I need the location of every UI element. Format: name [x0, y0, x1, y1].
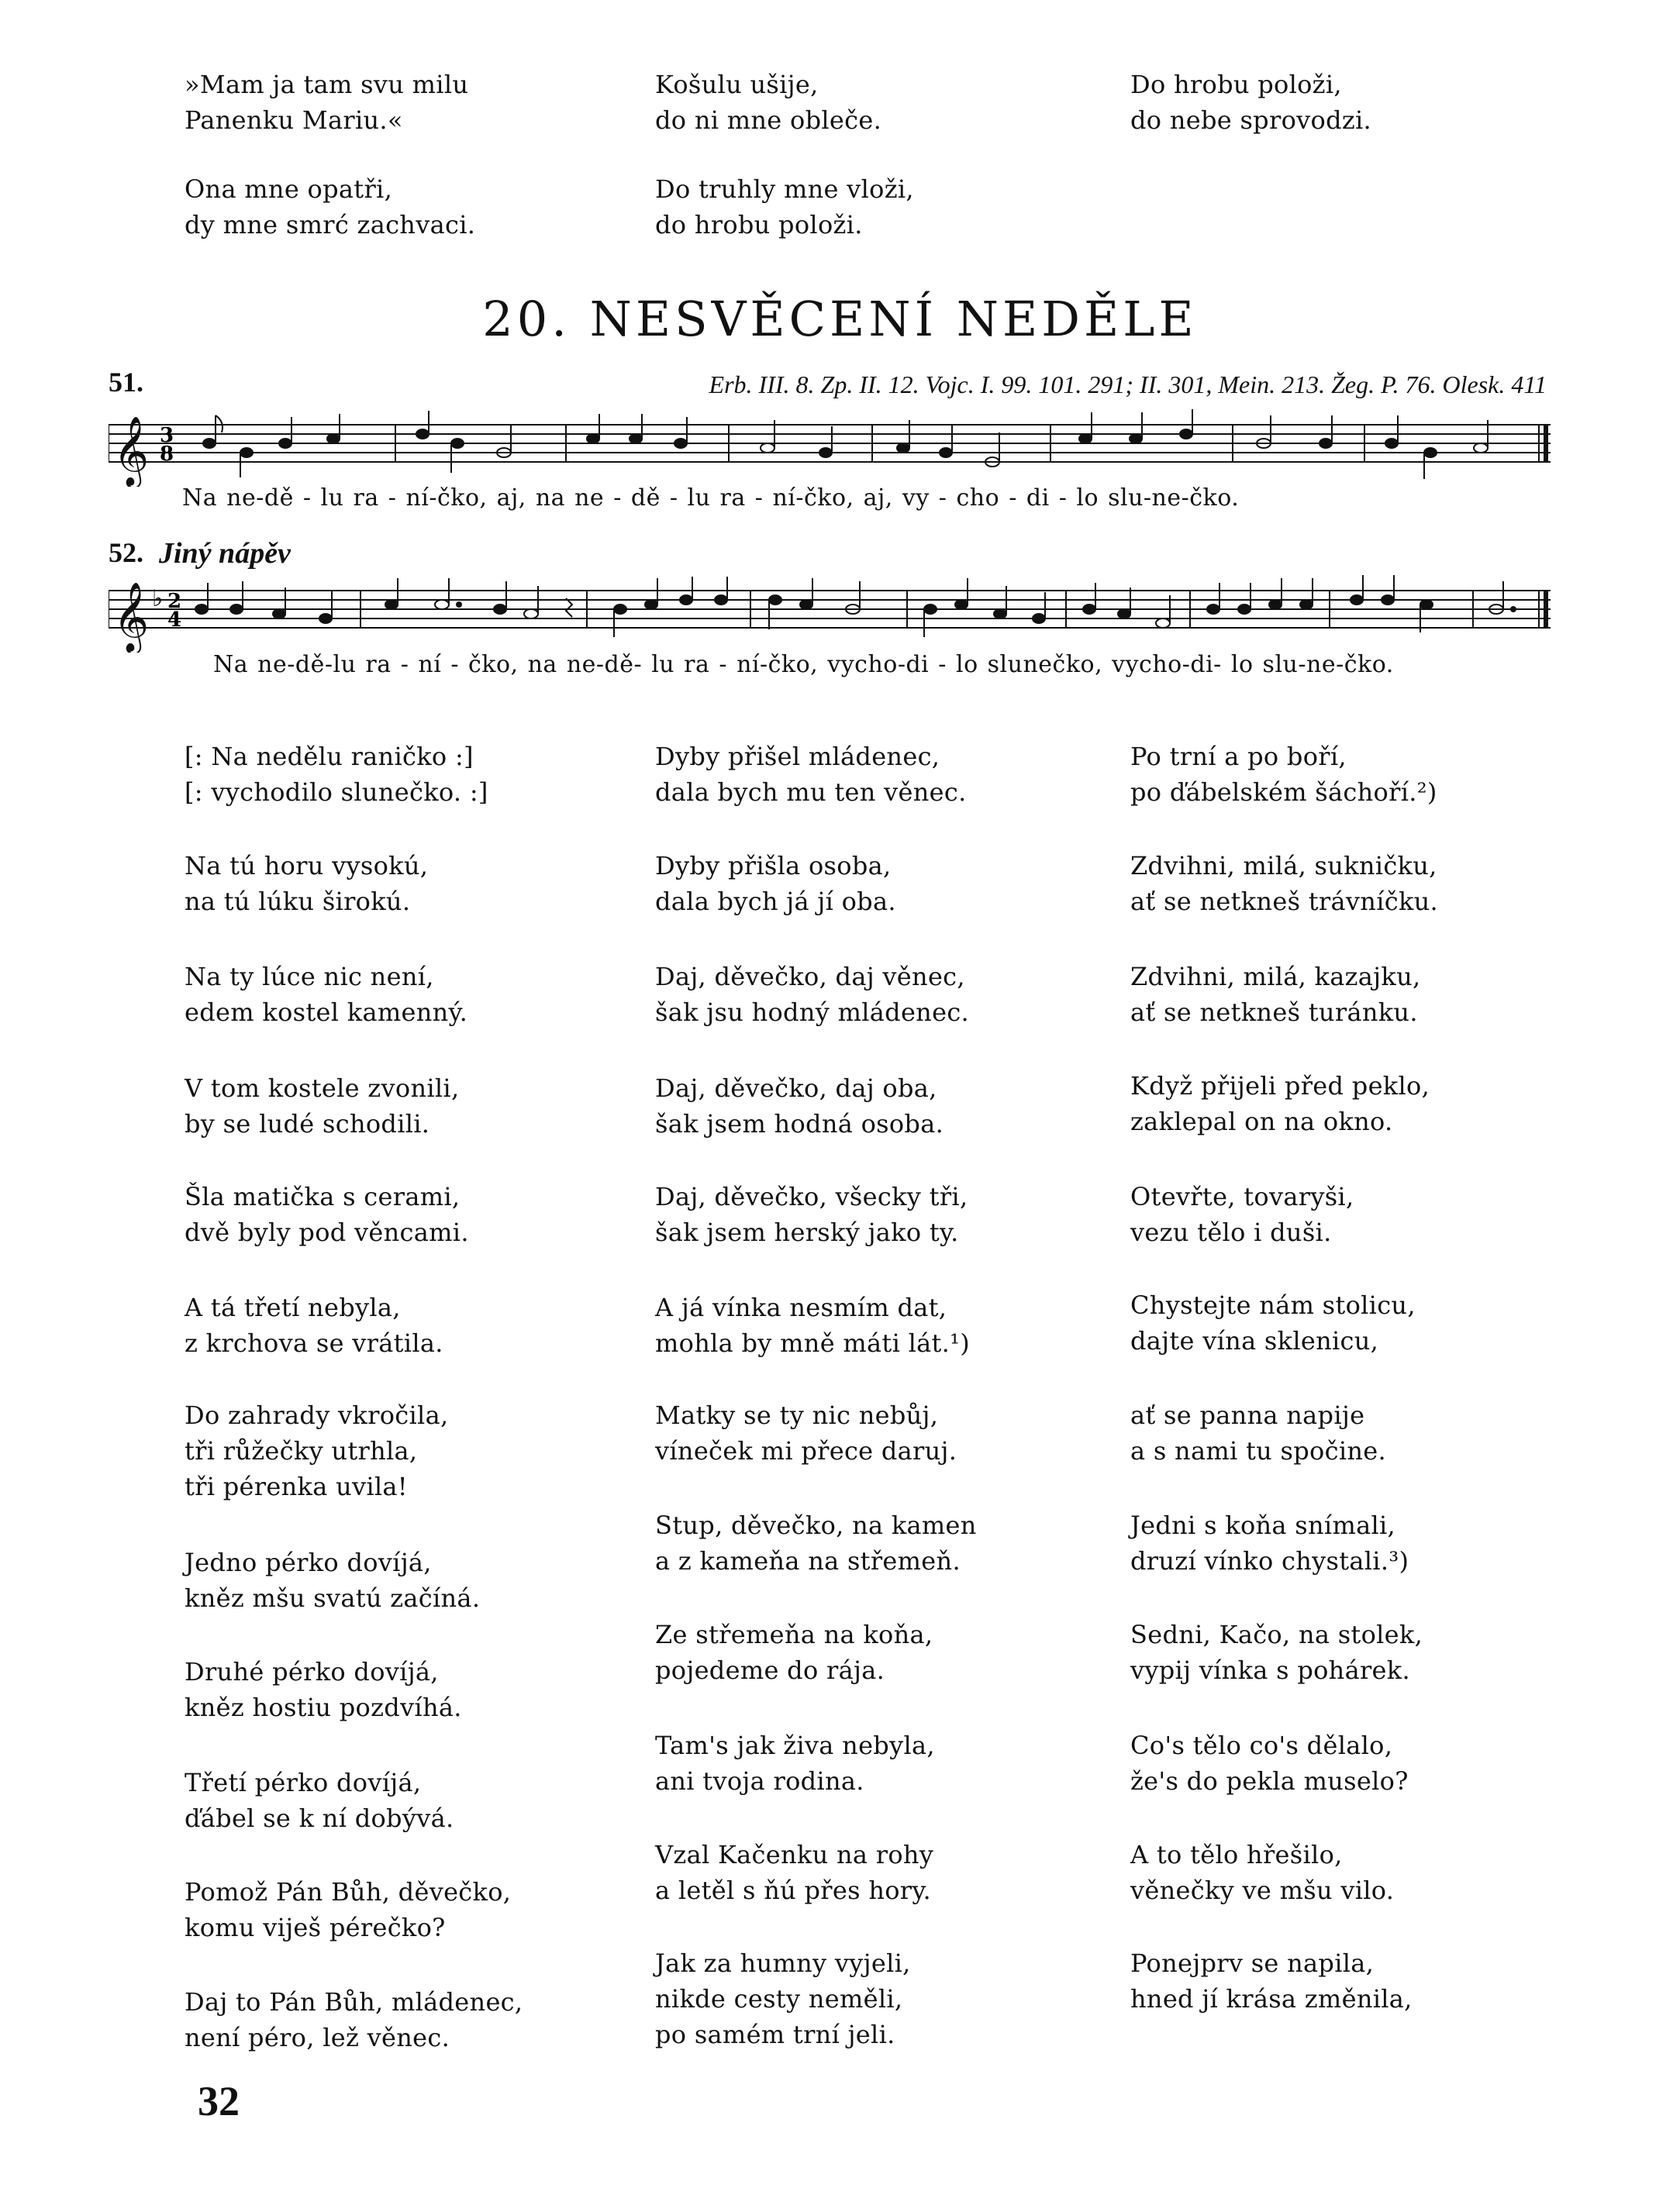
- stanza-c1-7: [185, 1397, 448, 1504]
- time-signature-top: 3: [160, 424, 174, 447]
- verse-line: Vzal Kačenku na rohy: [655, 1840, 934, 1869]
- verse-line: Co's tělo co's dělalo,: [1130, 1731, 1393, 1760]
- stanza-c2-5: [655, 1179, 968, 1250]
- verse-line: Tam's jak živa nebyla,: [655, 1731, 935, 1760]
- top-stanza-2: [655, 67, 881, 138]
- verse-line: Dyby přišel mládenec,: [655, 742, 940, 771]
- verse-line: ďábel se k ní dobývá.: [185, 1804, 454, 1833]
- stanza-c2-3: [655, 959, 969, 1030]
- verse-line: [: vychodilo slunečko. :]: [185, 777, 488, 807]
- top-stanza-5: [655, 171, 914, 243]
- stanza-c2-6: [655, 1290, 970, 1361]
- stanza-c3-5: [1130, 1179, 1354, 1250]
- verse-line: ať se netkneš turánku.: [1130, 997, 1418, 1027]
- verse-line: a letěl s ňú přes hory.: [655, 1876, 931, 1905]
- time-signature-bottom: 8: [160, 443, 174, 466]
- verse-line: komu viješ pérečko?: [185, 1913, 446, 1942]
- verse-line: Na ty lúce nic není,: [185, 962, 434, 991]
- verse-line: dala bych já jí oba.: [655, 887, 896, 916]
- stanza-c1-5: [185, 1179, 469, 1250]
- melody-number-52: 52.: [109, 537, 143, 568]
- verse-line: a z kameňa na střemeň.: [655, 1546, 961, 1576]
- verse-line: šak jsem herský jako ty.: [655, 1218, 959, 1247]
- verse-line: Stup, děvečko, na kamen: [655, 1511, 977, 1540]
- verse-line: [: Na nedělu raničko :]: [185, 742, 474, 771]
- lyrics-melody-51: Na ne-dě - lu ra - ní-čko, aj, na ne - dě - lu ra - ní-čko, aj, vy - cho - di - lo slu-ne-čko.: [182, 484, 1240, 512]
- verse-line: Daj, děvečko, daj věnec,: [655, 962, 965, 991]
- verse-line: vezu tělo i duši.: [1130, 1218, 1332, 1247]
- verse-line: by se ludé schodili.: [185, 1109, 430, 1139]
- verse-line: kněz mšu svatú začíná.: [185, 1583, 481, 1613]
- verse-line: Daj to Pán Bůh, mládenec,: [185, 1987, 523, 2017]
- verse-line: šak jsem hodná osoba.: [655, 1109, 944, 1139]
- verse-line: dvě byly pod věncami.: [185, 1218, 469, 1247]
- stanza-c3-7: [1130, 1397, 1386, 1469]
- verse-line: na tú lúku širokú.: [185, 887, 411, 916]
- verse-line: ať se panna napije: [1130, 1401, 1365, 1430]
- stanza-c1-8: [185, 1545, 480, 1616]
- stanza-c3-12: [1130, 1945, 1413, 2017]
- verse-line: Zdvihni, milá, kazajku,: [1130, 962, 1421, 991]
- melody-number-51: 51.: [109, 367, 143, 398]
- verse-line: kněz hostiu pozdvíhá.: [185, 1693, 462, 1722]
- stanza-c2-10: [655, 1728, 935, 1799]
- verse-line: ať se netkneš trávníčku.: [1130, 887, 1439, 916]
- flat-icon: ♭: [152, 585, 164, 612]
- verse-line: A to tělo hřešilo,: [1130, 1840, 1343, 1869]
- verse-line: druzí vínko chystali.³): [1130, 1546, 1409, 1576]
- verse-line: Košulu ušije,: [655, 70, 819, 99]
- verse-line: z krchova se vrátila.: [185, 1328, 443, 1358]
- verse-line: šak jsu hodný mládenec.: [655, 997, 970, 1027]
- verse-line: zaklepal on na okno.: [1130, 1107, 1393, 1136]
- verse-line: dajte vína sklenicu,: [1130, 1326, 1379, 1356]
- lyrics-melody-52: Na ne-dě-lu ra - ní - čko, na ne-dě- lu ra - ní-čko, vycho-di - lo slunečko, vycho-di- lo slu-ne-čko.: [213, 651, 1394, 678]
- treble-clef-icon: 𝄞: [113, 416, 150, 486]
- verse-line: a s nami tu spočine.: [1130, 1436, 1386, 1466]
- verse-line: Třetí pérko dovíjá,: [185, 1768, 422, 1797]
- stanza-c1-12: [185, 1984, 523, 2055]
- stanza-c3-2: [1130, 848, 1438, 919]
- stanza-c2-8: [655, 1507, 977, 1579]
- time-signature-top: 2: [167, 590, 182, 613]
- verse-line: Ze střemeňa na koňa,: [655, 1620, 933, 1649]
- verse-line: Matky se ty nic nebůj,: [655, 1401, 939, 1430]
- verse-line: víneček mi přece daruj.: [655, 1436, 957, 1466]
- stanza-c1-4: [185, 1070, 459, 1142]
- stanza-c3-10: [1130, 1728, 1409, 1799]
- page-number: 32: [198, 2078, 240, 2124]
- stanza-c2-12: [655, 1945, 911, 2052]
- stanza-c1-1: [185, 739, 488, 810]
- verse-line: Šla matička s cerami,: [185, 1182, 461, 1211]
- verse-line: hned jí krása změnila,: [1130, 1984, 1413, 2014]
- source-references: Erb. III. 8. Zp. II. 12. Vojc. I. 99. 101. 291; II. 301, Mein. 213. Žeg. P. 76. Olesk. 411: [709, 370, 1547, 398]
- verse-line: není péro, lež věnec.: [185, 2023, 450, 2052]
- verse-line: do nebe sprovodzi.: [1130, 105, 1372, 135]
- verse-line: nikde cesty neměli,: [655, 1984, 903, 2014]
- verse-line: Ona mne opatři,: [185, 174, 393, 204]
- verse-line: Zdvihni, milá, sukničku,: [1130, 851, 1437, 880]
- verse-line: Jedni s koňa snímali,: [1130, 1511, 1396, 1540]
- verse-line: dy mne smrć zachvaci.: [185, 210, 476, 239]
- verse-line: tři pérenka uvila!: [185, 1472, 408, 1501]
- verse-line: do ni mne obleče.: [655, 105, 882, 135]
- song-title: 20. NESVĚCENÍ NEDĚLE: [482, 291, 1198, 347]
- stanza-c3-9: [1130, 1617, 1423, 1688]
- verse-line: Dyby přišla osoba,: [655, 851, 892, 880]
- verse-line: A tá třetí nebyla,: [185, 1293, 401, 1322]
- verse-line: že's do pekla muselo?: [1130, 1766, 1409, 1796]
- verse-line: Chystejte nám stolicu,: [1130, 1290, 1416, 1320]
- variant-melody-label: Jiný nápěv: [159, 537, 291, 570]
- top-stanza-4: [185, 171, 475, 243]
- stanza-c2-9: [655, 1617, 933, 1688]
- stanza-c1-10: [185, 1765, 454, 1836]
- stanza-c2-1: [655, 739, 967, 810]
- stanza-c1-11: [185, 1874, 511, 1945]
- verse-line: Jak za humny vyjeli,: [655, 1948, 911, 1978]
- top-stanza-1: [185, 67, 468, 138]
- verse-line: ani tvoja rodina.: [655, 1766, 864, 1796]
- stanza-c2-11: [655, 1837, 933, 1908]
- stanza-c3-11: [1130, 1837, 1394, 1908]
- verse-line: Do zahrady vkročila,: [185, 1401, 449, 1430]
- verse-line: Sedni, Kačo, na stolek,: [1130, 1620, 1423, 1649]
- stanza-c1-2: [185, 848, 428, 919]
- verse-line: věnečky ve mšu vilo.: [1130, 1876, 1395, 1905]
- stanza-c2-4: [655, 1070, 943, 1142]
- verse-line: Druhé pérko dovíjá,: [185, 1657, 439, 1687]
- verse-line: V tom kostele zvonili,: [185, 1073, 460, 1103]
- stanza-c2-2: [655, 848, 896, 919]
- verse-line: Otevřte, tovaryši,: [1130, 1182, 1354, 1211]
- verse-line: po ďábelském šáchoří.²): [1130, 777, 1437, 807]
- verse-line: Daj, děvečko, daj oba,: [655, 1073, 937, 1103]
- stanza-c1-6: [185, 1290, 443, 1361]
- stanza-c3-1: [1130, 739, 1437, 810]
- verse-line: Pomož Pán Bůh, děvečko,: [185, 1877, 512, 1907]
- verse-line: Do truhly mne vloži,: [655, 174, 914, 204]
- treble-clef-icon: 𝄞: [113, 582, 150, 652]
- verse-line: tři růžečky utrhla,: [185, 1436, 418, 1466]
- verse-line: Jedno pérko dovíjá,: [185, 1548, 432, 1577]
- verse-line: vypij vínka s pohárek.: [1130, 1656, 1410, 1685]
- verse-line: pojedeme do rája.: [655, 1656, 885, 1685]
- stanza-c3-6: [1130, 1287, 1416, 1359]
- verse-line: Daj, děvečko, všecky tři,: [655, 1182, 968, 1211]
- verse-line: Po trní a po boří,: [1130, 742, 1347, 771]
- verse-line: po samém trní jeli.: [655, 2020, 895, 2049]
- verse-line: do hrobu položi.: [655, 210, 863, 239]
- stanza-c3-3: [1130, 959, 1420, 1030]
- top-stanza-3: [1130, 67, 1371, 138]
- verse-line: Ponejprv se napila,: [1130, 1948, 1375, 1978]
- stanza-c3-4: [1130, 1068, 1430, 1139]
- verse-line: Na tú horu vysokú,: [185, 851, 429, 880]
- verse-line: edem kostel kamenný.: [185, 997, 468, 1027]
- time-signature-bottom: 4: [167, 608, 182, 632]
- music-staff-1: [109, 409, 1558, 487]
- verse-line: Panenku Mariu.«: [185, 105, 403, 135]
- verse-line: mohla by mně máti lát.¹): [655, 1328, 971, 1358]
- stanza-c2-7: [655, 1397, 957, 1469]
- stanza-c3-8: [1130, 1507, 1409, 1579]
- verse-line: dala bych mu ten věnec.: [655, 777, 967, 807]
- verse-line: A já vínka nesmím dat,: [655, 1293, 947, 1322]
- stanza-c1-9: [185, 1654, 462, 1725]
- stanza-c1-3: [185, 959, 467, 1030]
- verse-line: Když přijeli před peklo,: [1130, 1071, 1430, 1101]
- verse-line: »Mam ja tam svu milu: [185, 70, 469, 99]
- music-staff-2: [109, 575, 1558, 653]
- verse-line: Do hrobu položi,: [1130, 70, 1342, 99]
